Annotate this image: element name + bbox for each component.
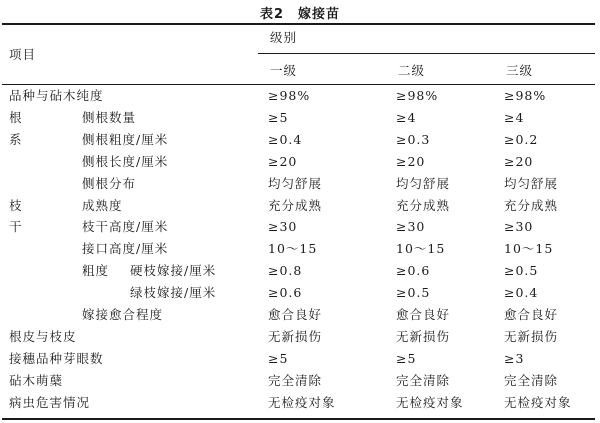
- table-cell-c2: 枝干高度/厘米: [82, 219, 169, 235]
- table-cell-c2: 侧根数量: [82, 109, 137, 125]
- table-cell-v3: 无新损伤: [504, 328, 559, 344]
- table-cell-v2: 10～15: [396, 241, 446, 257]
- table-cell-v2: ≥4: [396, 109, 417, 125]
- table-cell-c1: 品种与砧木纯度: [9, 88, 104, 103]
- header-rule: [2, 84, 595, 85]
- table-cell-c2: 嫁接愈合程度: [82, 307, 164, 322]
- table-cell-v3: 充分成熟: [504, 197, 559, 213]
- header-grade-3: 三级: [506, 63, 534, 78]
- table-cell-v1: ≥5: [268, 350, 289, 366]
- table-cell-v3: 均匀舒展: [504, 175, 559, 191]
- table-cell-c1: 根皮与枝皮: [9, 328, 77, 344]
- table-cell-c2: 侧根粗度/厘米: [82, 131, 169, 147]
- table-cell-v1: 充分成熟: [268, 197, 323, 213]
- table-cell-v1: ≥20: [268, 153, 298, 169]
- table-cell-v1: ≥30: [268, 219, 298, 235]
- table-cell-v2: 无检疫对象: [396, 394, 464, 410]
- table-cell-v2: 充分成熟: [396, 197, 451, 213]
- header-item: 项目: [9, 47, 37, 62]
- table-cell-v1: 10～15: [268, 241, 318, 257]
- table-cell-v1: 愈合良好: [268, 307, 323, 322]
- table-cell-v2: ≥0.6: [396, 263, 431, 279]
- table-cell-v3: 完全清除: [504, 372, 559, 388]
- table-cell-v3: ≥0.2: [504, 131, 539, 147]
- table-cell-v1: ≥0.4: [268, 131, 303, 147]
- table-cell-c1: 干: [9, 219, 23, 235]
- table-cell-c1: 接穗品种芽眼数: [9, 350, 104, 366]
- table-cell-v2: 完全清除: [396, 372, 451, 388]
- header-grade-1: 一级: [270, 63, 298, 78]
- table-cell-v3: ≥30: [504, 219, 534, 235]
- table-cell-v1: ≥5: [268, 109, 289, 125]
- table-cell-c3: 硬枝嫁接/厘米: [130, 263, 217, 279]
- table-cell-v3: ≥3: [504, 350, 525, 366]
- table-cell-v2: 无新损伤: [396, 328, 451, 344]
- table-cell-v3: ≥0.4: [504, 285, 539, 301]
- table-cell-v2: 愈合良好: [396, 307, 451, 322]
- table-cell-v2: 均匀舒展: [396, 175, 451, 191]
- table-cell-v2: ≥30: [396, 219, 426, 235]
- table-cell-v1: 均匀舒展: [268, 175, 323, 191]
- table-cell-c1: 根: [9, 109, 23, 125]
- table-cell-v2: ≥20: [396, 153, 426, 169]
- header-grade: 级别: [270, 30, 298, 45]
- table-cell-v1: 无检疫对象: [268, 394, 336, 410]
- table-cell-c2: 接口高度/厘米: [82, 241, 169, 257]
- table-cell-v3: ≥98%: [504, 88, 547, 103]
- table-cell-v1: 完全清除: [268, 372, 323, 388]
- table-caption: 表2 嫁接苗: [259, 7, 341, 22]
- table-cell-c3: 绿枝嫁接/厘米: [130, 285, 217, 301]
- table-cell-c2: 侧根长度/厘米: [82, 153, 169, 169]
- table-cell-v1: ≥0.8: [268, 263, 303, 279]
- table-cell-c1: 系: [9, 131, 23, 147]
- table-cell-v1: 无新损伤: [268, 328, 323, 344]
- table-cell-v2: ≥0.3: [396, 131, 431, 147]
- table-cell-c2: 成熟度: [82, 197, 123, 213]
- table-cell-c2: 粗度: [82, 263, 110, 279]
- table-cell-v1: ≥0.6: [268, 285, 303, 301]
- table-cell-v3: 愈合良好: [504, 307, 559, 322]
- grade-rule: [258, 53, 595, 54]
- header-grade-2: 二级: [398, 63, 426, 78]
- table-cell-c1: 枝: [9, 197, 23, 213]
- table-cell-c1: 砧木萌蘖: [9, 372, 64, 388]
- top-rule: [2, 23, 595, 25]
- table-cell-v2: ≥0.5: [396, 285, 431, 301]
- table-cell-v3: 10～15: [504, 241, 554, 257]
- table-cell-v1: ≥98%: [268, 88, 311, 103]
- table-cell-c2: 侧根分布: [82, 175, 137, 191]
- table-cell-v2: ≥5: [396, 350, 417, 366]
- table-cell-v3: ≥0.5: [504, 263, 539, 279]
- table-cell-v2: ≥98%: [396, 88, 439, 103]
- table-cell-c1: 病虫危害情况: [9, 394, 91, 410]
- table-cell-v3: ≥20: [504, 153, 534, 169]
- table-cell-v3: ≥4: [504, 109, 525, 125]
- bottom-rule: [2, 418, 595, 420]
- table-cell-v3: 无检疫对象: [504, 394, 572, 410]
